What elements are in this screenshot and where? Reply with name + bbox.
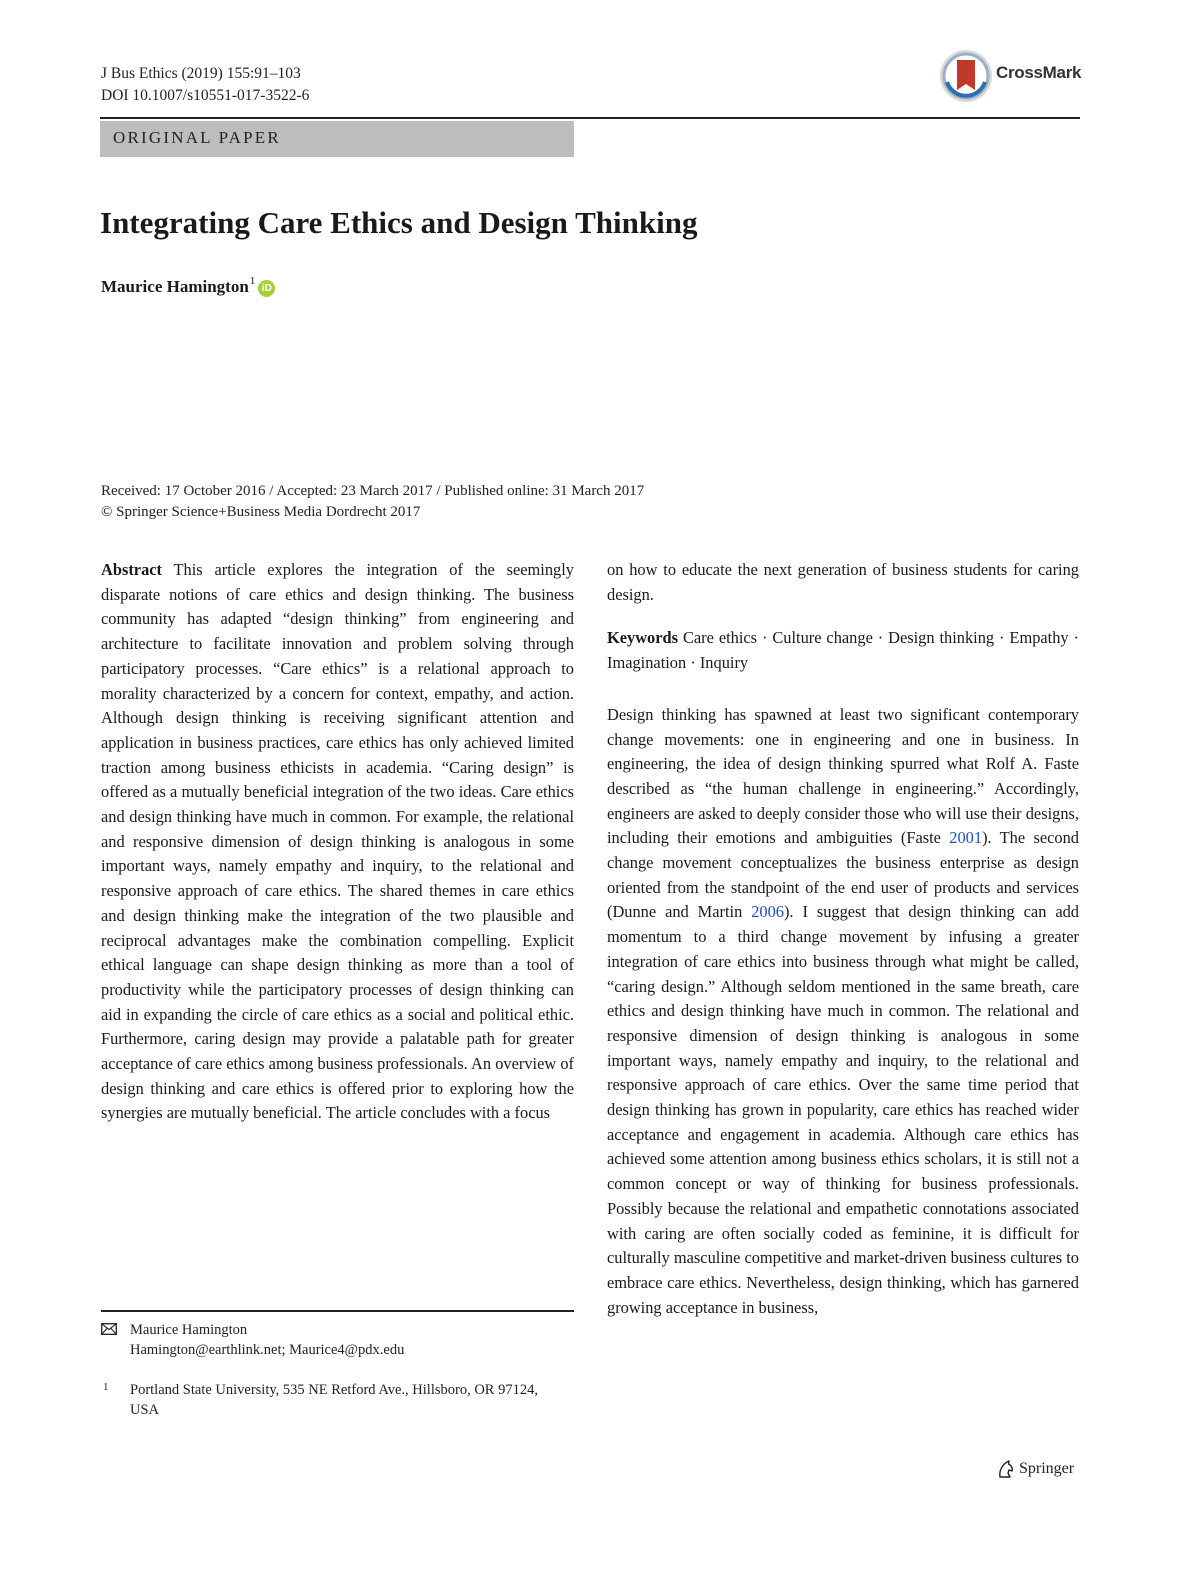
citation-link[interactable]: 2001 bbox=[949, 828, 983, 848]
mail-icon bbox=[101, 1323, 117, 1335]
body-text-c: ). I suggest that design thinking can add momentum to a third change movement by infusing a greater integration of care ethics into business through what might be called, “caring design.” Although seldom mentioned in the same breath, care ethics and design thinking have much in common. The relational and responsive dimension of design thinking is analogous in some important ways, namely empathy and inquiry, to the relational and responsive approach of care ethics. Over the same time period that design thinking has grown in popularity, care ethics has reached wider acceptance and engagement in academia. Although care ethics has achieved some attention among business ethics scholars, it is still not a common concept or way of thinking for business professionals. Possibly because the relational and empathetic connotations associated with caring are often socially coded as feminine, it is difficult for culturally masculine competitive and market-driven business cultures to embrace care ethics. Nevertheless, design thinking, which has garnered growing acceptance in business, bbox=[607, 902, 1080, 1317]
doi[interactable]: DOI 10.1007/s10551-017-3522-6 bbox=[101, 87, 310, 104]
abstract-text: This article explores the integration of the seemingly disparate notions of care ethics and design thinking. The business community has adapted “design thinking” from engineering and architecture to facilitate innovation and problem solving through participatory processes. “Care ethics” is a relational approach to morality characterized by a concern for context, empathy, and action. Although design thinking is receiving significant attention and application in business practices, care ethics has only achieved limited traction among business ethicists in academia. “Caring design” is offered as a mutually beneficial integration of the two ideas. Care ethics and design thinking have much in common. For example, the relational and responsive dimension of design thinking is analogous in some important ways, namely empathy and inquiry, to the relational and responsive approach of care ethics. The shared themes in care ethics and design thinking make the integration of the two plausible and reciprocal advantages make the combination compelling. Explicit ethical language can shape design thinking as more than a tool of productivity while the participatory processes of design thinking can aid in expanding the circle of care ethics as a social and political ethic. Furthermore, caring design may provide a palatable path for greater acceptance of care ethics among business professionals. An overview of design thinking and care ethics is offered prior to exploring how the synergies are mutually beneficial. The article concludes with a focus bbox=[101, 560, 574, 1123]
section-band bbox=[100, 121, 574, 157]
publisher-name: Springer bbox=[1019, 1460, 1075, 1477]
copyright: © Springer Science+Business Media Dordrecht 2017 bbox=[101, 504, 421, 520]
publication-dates: Received: 17 October 2016 / Accepted: 23 March 2017 / Published online: 31 March 2017 bbox=[101, 483, 645, 499]
footnote-rule bbox=[101, 1310, 574, 1312]
springer-horse-icon bbox=[996, 1459, 1016, 1479]
left-column bbox=[101, 558, 574, 1126]
abstract-continuation: on how to educate the next generation of business students for caring design. bbox=[607, 560, 1079, 604]
affiliation-number: 1 bbox=[103, 1381, 109, 1393]
author-emails[interactable]: Hamington@earthlink.net; Maurice4@pdx.edu bbox=[130, 1342, 405, 1358]
publisher-logo bbox=[996, 1459, 1074, 1479]
crossmark-label: CrossMark bbox=[996, 63, 1082, 82]
affiliation: Portland State University, 535 NE Retford Ave., Hillsboro, OR 97124, USA bbox=[130, 1382, 538, 1418]
orcid-icon[interactable]: iD bbox=[258, 280, 275, 297]
right-column bbox=[607, 558, 1079, 1320]
article-title: Integrating Care Ethics and Design Thinking bbox=[100, 205, 698, 240]
keywords-text: Care ethics · Culture change · Design thinking · Empathy · Imagination · Inquiry bbox=[607, 628, 1079, 673]
author-name[interactable]: Maurice Hamington bbox=[101, 277, 249, 296]
section-label: ORIGINAL PAPER bbox=[113, 128, 281, 147]
keywords-label: Keywords bbox=[607, 628, 679, 648]
body-text-a: Design thinking has spawned at least two significant contemporary change movements: one in engineering and one in business. In engineering, the idea of design thinking spurred what Rolf A. Faste described as “the human challenge in engineering.” Accordingly, engineers are asked to deeply consider those who will use their designs, including their emotions and ambiguities (Faste bbox=[607, 704, 1079, 848]
dates-block bbox=[101, 481, 644, 523]
body-paragraph bbox=[607, 703, 1079, 1321]
body-text-b: ). The second change movement conceptualizes the business enterprise as design oriented from the standpoint of the end user of products and services (Dunne and Martin bbox=[607, 828, 1079, 922]
author-affil-marker: 1 bbox=[249, 275, 256, 287]
header-rule bbox=[100, 117, 1080, 119]
corresponding-author: Maurice Hamington bbox=[130, 1322, 248, 1338]
journal-reference: J Bus Ethics (2019) 155:91–103 bbox=[101, 65, 301, 82]
author-line bbox=[101, 277, 275, 297]
citation-link[interactable]: 2006 bbox=[751, 902, 784, 922]
abstract-paragraph bbox=[101, 558, 574, 1126]
abstract-label: Abstract bbox=[101, 560, 162, 579]
keywords-paragraph bbox=[607, 626, 1079, 675]
crossmark-icon bbox=[938, 46, 994, 106]
crossmark-badge[interactable] bbox=[938, 46, 1083, 106]
